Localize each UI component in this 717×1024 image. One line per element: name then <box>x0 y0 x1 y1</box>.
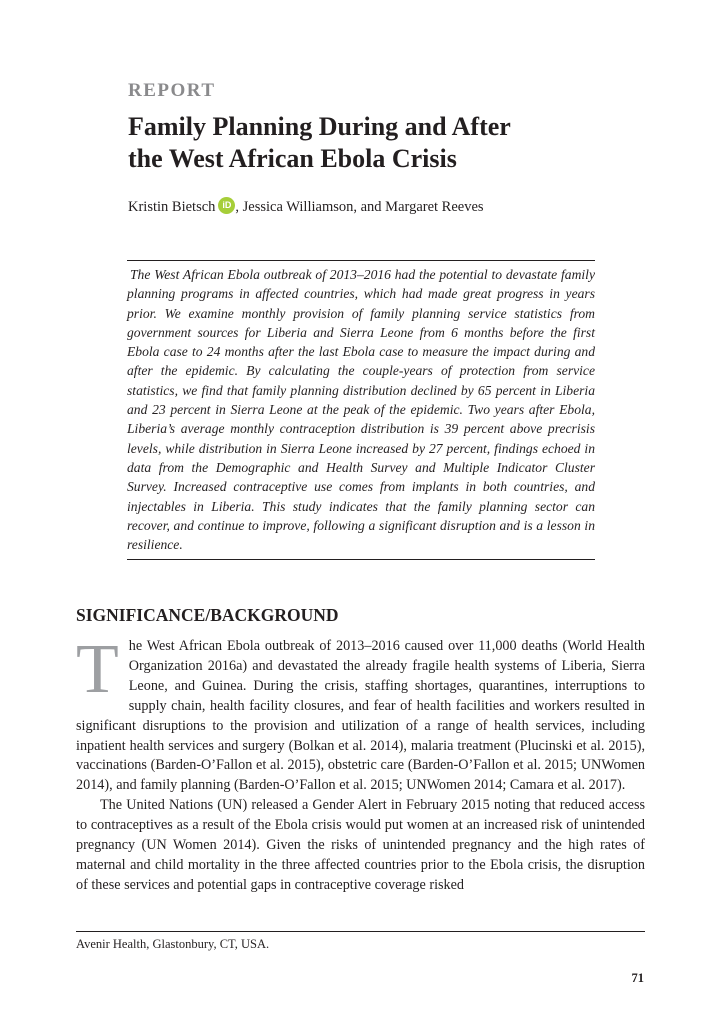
abstract-text: The West African Ebola outbreak of 2013–2016 had the potential to devastate family planning programs in affected countries, which had made great progress in years prior. We examine monthly provision of family planning service statistics from government sources for Liberia and Sierra Leone from 6 months before the first Ebola case to 24 months after the last Ebola case to measure the impact during and after the epidemic. By calculating the couple-years of protection from service statistics, we find that family planning distribution declined by 65 percent in Liberia and 23 percent in Sierra Leone at the peak of the epidemic. Two years after Ebola, Liberia’s average monthly contraception distribution is 39 percent above precrisis levels, while distribution in Sierra Leone increased by 27 percent, findings echoed in data from the Demographic and Health Survey and Multiple Indicator Cluster Survey. Increased contraceptive use comes from implants in both countries, and injectables in Liberia. This study indicates that the family planning sector can recover, and continue to improve, following a significant disruption and is a lesson in resilience. <box>127 267 595 553</box>
body-text <box>76 631 645 896</box>
author-rest: , Jessica Williamson, and Margaret Reeves <box>235 199 484 215</box>
article-title <box>128 111 608 175</box>
footnote-divider <box>76 931 645 932</box>
author-list <box>128 197 484 216</box>
title-line-2: the West African Ebola Crisis <box>128 144 457 173</box>
body-paragraph-2: The United Nations (UN) released a Gender Alert in February 2015 noting that reduced access to contraceptives as a result of the Ebola crisis would put women at an increased risk of unintended pregnancy (UN Women 2014). Given the risks of unintended pregnancy and the high rates of maternal and child mortality in the three affected countries prior to the Ebola crisis, the disruption of these services and potential gaps in contraceptive coverage risked <box>76 797 645 893</box>
title-line-1: Family Planning During and After <box>128 112 511 141</box>
drop-cap: T <box>76 631 119 708</box>
page-number: 71 <box>631 971 644 985</box>
abstract-box <box>127 260 595 560</box>
body-paragraph-1 <box>76 631 645 796</box>
affiliation-footnote: Avenir Health, Glastonbury, CT, USA. <box>76 937 270 951</box>
article-type-label: REPORT <box>128 80 216 101</box>
author-first: Kristin Bietsch <box>128 199 216 215</box>
paragraph-1-text: he West African Ebola outbreak of 2013–2016 caused over 11,000 deaths (World Health Organization 2016a) and devastated the already fragile health systems of Liberia, Sierra Leone, and Guinea. During the crisis, staffing shortages, quarantines, interruptions to supply chain, health facility closures, and fear of health facilities and workers resulted in significant disruptions to the provision and utilization of a range of health services, including inpatient health services and surgery (Bolkan et al. 2014), malaria treatment (Plucinski et al. 2015), vaccinations (Barden-O’Fallon et al. 2015), obstetric care (Barden-O’Fallon et al. 2015; UNWomen 2014), and family planning (Barden-O’Fallon et al. 2015; UNWomen 2014; Camara et al. 2017). <box>76 638 645 794</box>
section-heading: SIGNIFICANCE/BACKGROUND <box>76 605 339 625</box>
orcid-icon[interactable]: iD <box>218 197 235 214</box>
